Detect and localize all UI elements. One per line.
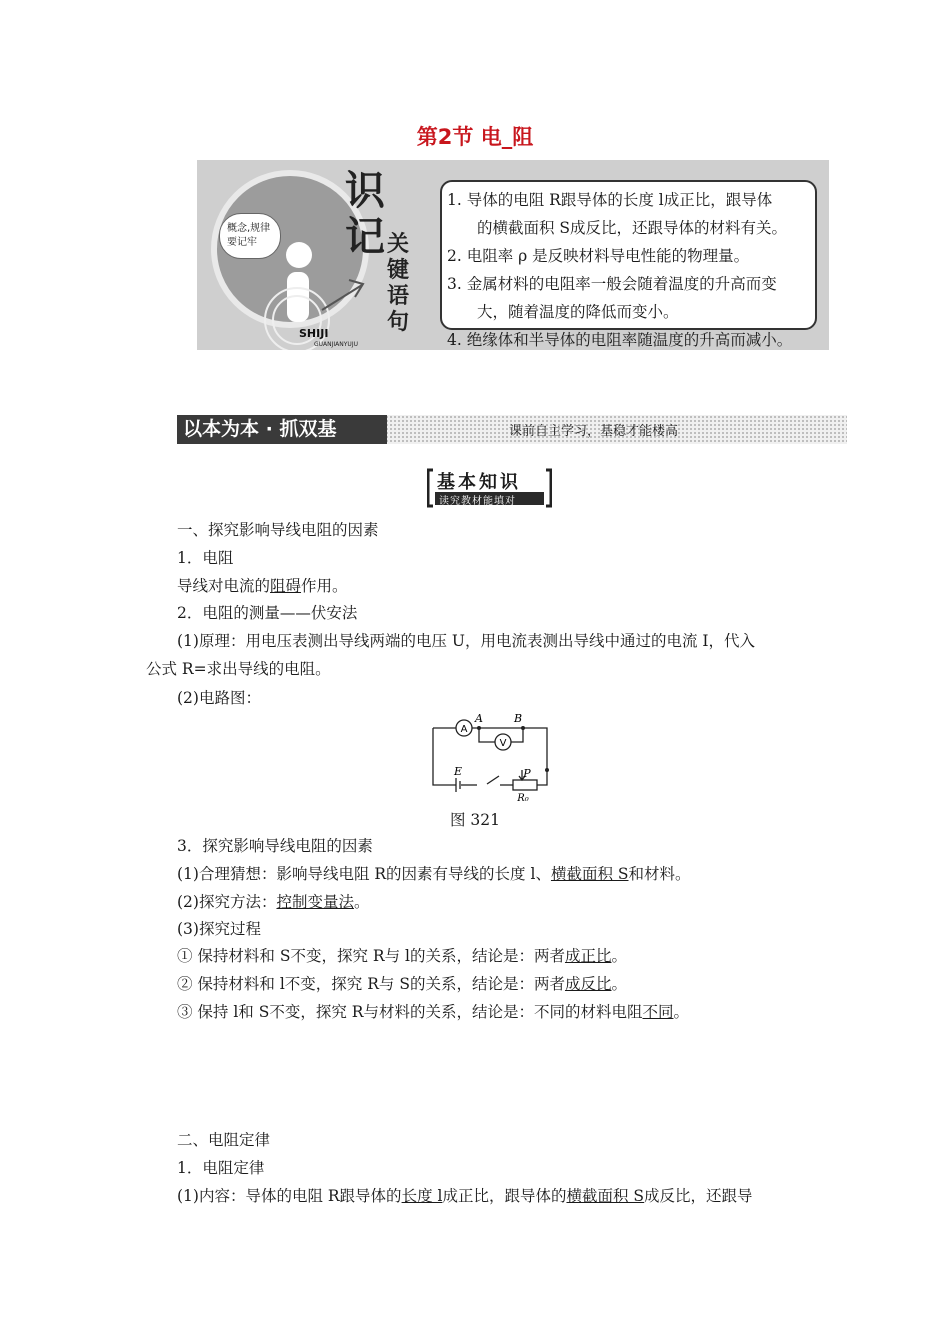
text: 。 (611, 975, 627, 993)
rheostat-label: R₀ (517, 793, 529, 802)
shiji-sub-label: GUANJIANYUJU (314, 341, 358, 348)
key-point-1: 1. 导体的电阻 R跟导体的长度 l成正比，跟导体 (447, 191, 773, 209)
text: 。 (673, 1003, 689, 1021)
ammeter-label: A (460, 724, 468, 735)
heading-2: 二、电阻定律 (177, 1131, 271, 1149)
vert-char: 关 (387, 232, 410, 257)
vert-char: 句 (387, 310, 410, 335)
underlined-answer: 不同 (642, 1003, 674, 1021)
section-header-bar (177, 415, 847, 444)
process-heading: (3)探究过程 (177, 920, 261, 938)
text: ① 保持材料和 S不变，探究 R与 l的关系，结论是：两者 (177, 947, 565, 965)
text: 作用。 (301, 577, 348, 595)
text: 。 (611, 947, 627, 965)
subheading-factors: 3．探究影响导线电阻的因素 (177, 837, 373, 855)
conclusion-3 (177, 1002, 689, 1022)
underlined-answer: 长度 l (401, 1187, 443, 1205)
big-char-shi: 识 (345, 168, 385, 214)
subheading-measurement: 2．电阻的测量——伏安法 (177, 604, 358, 622)
law-content-line (177, 1186, 753, 1206)
badge-subtitle: 读究教材能填对 (439, 496, 516, 507)
slider-label: P (523, 767, 531, 780)
key-point-2: 2. 电阻率 ρ 是反映材料导电性能的物理量。 (447, 247, 750, 265)
key-point-3-cont: 大，随着温度的降低而变小。 (477, 303, 679, 321)
circuit-label: (2)电路图： (177, 689, 261, 707)
key-point-3: 3. 金属材料的电阻率一般会随着温度的升高而变 (447, 275, 777, 293)
basic-knowledge-badge (427, 468, 552, 508)
battery-label: E (453, 765, 463, 778)
badge-title: 基本知识 (437, 472, 521, 493)
key-sentences-banner (197, 160, 829, 350)
vert-char: 键 (387, 258, 410, 283)
key-point-1-cont: 的横截面积 S成反比，还跟导体的材料有关。 (477, 219, 788, 237)
text: (1)内容：导体的电阻 R跟导体的 (177, 1187, 402, 1205)
text: (1)合理猜想：影响导线电阻 R的因素有导线的长度 l、 (177, 865, 551, 883)
guess-line (177, 864, 691, 884)
underlined-answer: 横截面积 S (566, 1187, 645, 1205)
node-b-label: B (513, 712, 523, 725)
shiji-label: SHIJI (299, 327, 329, 340)
principle-line-1: (1)原理：用电压表测出导线两端的电压 U，用电流表测出导线中通过的电流 I，代入 (177, 632, 755, 650)
key-point-4: 4. 绝缘体和半导体的电阻率随温度的升高而减小。 (447, 331, 793, 349)
circuit-diagram (425, 710, 560, 802)
conclusion-2 (177, 974, 627, 994)
big-char-ji: 记 (345, 214, 385, 260)
section-subtitle: 课前自主学习，基稳才能楼高 (509, 424, 679, 439)
underlined-answer: 阻碍 (270, 577, 302, 595)
text: ③ 保持 l和 S不变，探究 R与材料的关系，结论是：不同的材料电阻 (177, 1003, 643, 1021)
vertical-text (387, 232, 411, 336)
method-line (177, 892, 370, 912)
vert-char: 语 (387, 284, 410, 309)
heading-1: 一、探究影响导线电阻的因素 (177, 521, 379, 539)
bubble-text-2: 要记牢 (227, 237, 257, 248)
text: ② 保持材料和 l不变，探究 R与 S的关系，结论是：两者 (177, 975, 565, 993)
underlined-answer: 横截面积 S (550, 865, 629, 883)
text: 成正比，跟导体的 (442, 1187, 567, 1205)
principle-line-2: 公式 R=求出导线的电阻。 (146, 660, 331, 678)
paragraph-resistance (177, 576, 348, 596)
node-a-label: A (475, 712, 483, 725)
subheading-law: 1．电阻定律 (177, 1159, 265, 1177)
speech-bubble (219, 213, 281, 259)
section-label: 以本为本 · 抓双基 (177, 415, 387, 444)
figure-caption: 图 321 (449, 811, 500, 829)
underlined-answer: 成反比 (564, 975, 612, 993)
subheading-resistance: 1．电阻 (177, 549, 234, 567)
text: 。 (353, 893, 370, 911)
voltmeter-label: V (499, 738, 507, 749)
text: 导线对电流的 (177, 577, 271, 595)
text: 成反比，还跟导 (644, 1187, 753, 1205)
bubble-text-1: 概念,规律 (227, 223, 271, 234)
text: (2)探究方法： (177, 893, 277, 911)
page-title: 第2节 电_阻 (416, 125, 534, 149)
text: 和材料。 (628, 865, 691, 883)
conclusion-1 (177, 946, 627, 966)
underlined-answer: 成正比 (564, 947, 612, 965)
underlined-answer: 控制变量法 (276, 893, 354, 911)
